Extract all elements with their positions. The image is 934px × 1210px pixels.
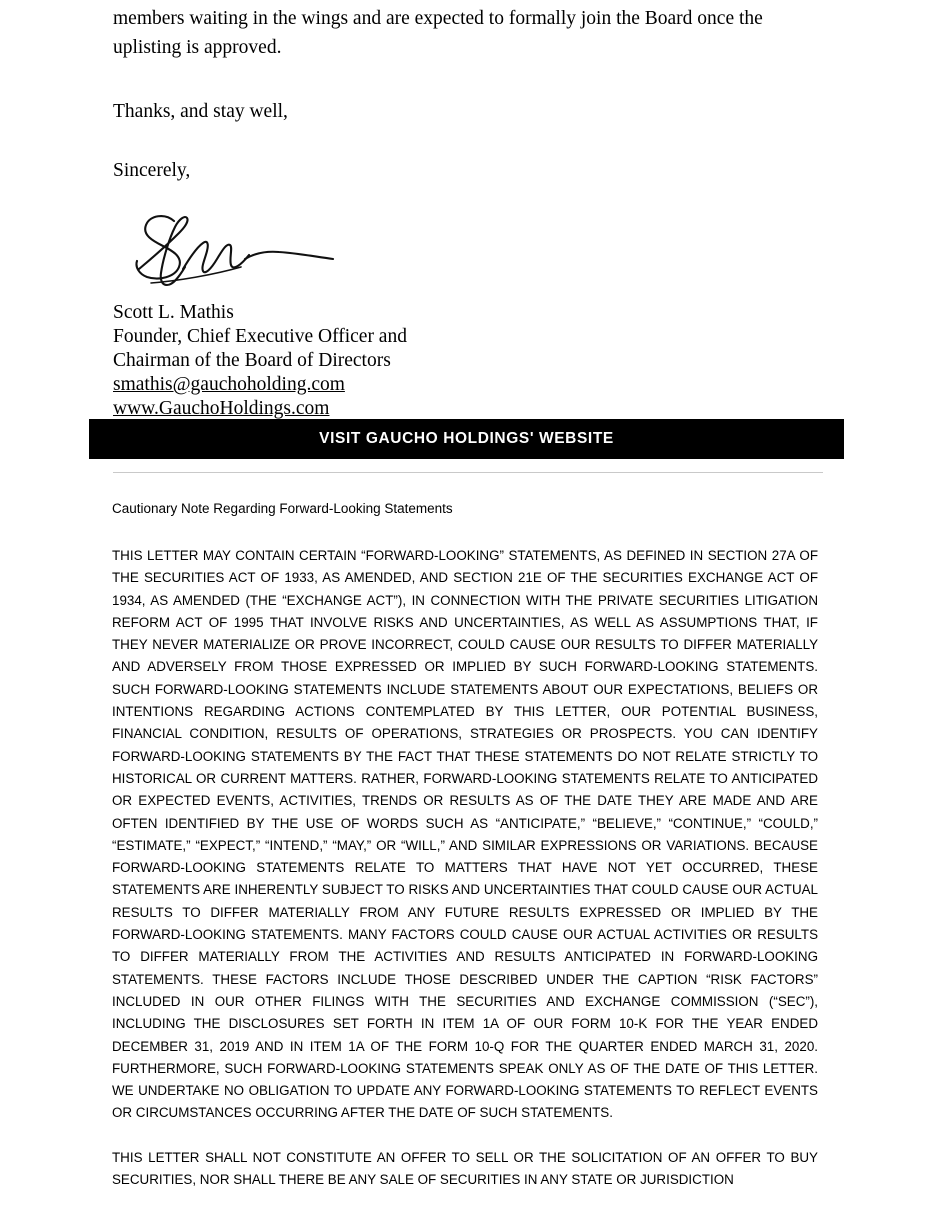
disclaimer-paragraph-2: THIS LETTER SHALL NOT CONSTITUTE AN OFFER TO SELL OR THE SOLICITATION OF AN OFFER TO BUY SECURITIES, NOR SHALL THERE BE ANY SALE OF SECURITIES IN ANY STATE OR JURISDICTION [112, 1149, 818, 1188]
signer-website-link[interactable]: www.GauchoHoldings.com [113, 398, 330, 419]
continued-paragraph: members waiting in the wings and are expected to formally join the Board once the uplisting is approved. [113, 8, 763, 58]
signer-title-line-2: Chairman of the Board of Directors [113, 350, 391, 371]
visit-website-button[interactable] [89, 419, 844, 459]
visit-website-button-label: VISIT GAUCHO HOLDINGS' WEBSITE [319, 430, 614, 447]
paragraph-spacer [113, 62, 823, 97]
closing-sincerely: Sincerely, [113, 160, 191, 181]
signature-image [117, 207, 823, 297]
disclaimer-paragraph-1: THIS LETTER MAY CONTAIN CERTAIN “FORWARD-LOOKING” STATEMENTS, AS DEFINED IN SECTION 27A OF THE SECURITIES ACT OF 1933, AS AMENDED, AND SECTION 21E OF THE SECURITIES EXCHANGE ACT OF 1934, AS AMENDED (THE “EXCHANGE ACT”), IN CONNECTION WITH THE PRIVATE SECURITIES LITIGATION REFORM ACT OF 1995 THAT INVOLVE RISKS AND UNCERTAINTIES, AS WELL AS ASSUMPTIONS THAT, IF THEY NEVER MATERIALIZE OR PROVE INCORRECT, COULD CAUSE OUR RESULTS TO DIFFER MATERIALLY AND ADVERSELY FROM THOSE EXPRESSED OR IMPLIED BY SUCH FORWARD-LOOKING STATEMENTS. SUCH FORWARD-LOOKING STATEMENTS INCLUDE STATEMENTS ABOUT OUR EXPECTATIONS, BELIEFS OR INTENTIONS REGARDING ACTIONS CONTEMPLATED BY THIS LETTER, OUR POTENTIAL BUSINESS, FINANCIAL CONDITION, RESULTS OF OPERATIONS, STRATEGIES OR PROSPECTS. YOU CAN IDENTIFY FORWARD-LOOKING STATEMENTS BY THE FACT THAT THESE STATEMENTS DO NOT RELATE STRICTLY TO HISTORICAL OR CURRENT MATTERS. RATHER, FORWARD-LOOKING STATEMENTS RELATE TO ANTICIPATED OR EXPECTED EVENTS, ACTIVITIES, TRENDS OR RESULTS AS OF THE DATE THEY ARE MADE AND ARE OFTEN IDENTIFIED BY THE USE OF WORDS SUCH AS “ANTICIPATE,” “BELIEVE,” “CONTINUE,” “COULD,” “ESTIMATE,” “EXPECT,” “INTEND,” “MAY,” OR “WILL,” AND SIMILAR EXPRESSIONS OR VARIATIONS. BECAUSE FORWARD-LOOKING STATEMENTS RELATE TO MATTERS THAT HAVE NOT YET OCCURRED, THESE STATEMENTS ARE INHERENTLY SUBJECT TO RISKS AND UNCERTAINTIES THAT COULD CAUSE OUR ACTUAL RESULTS TO DIFFER MATERIALLY FROM ANY FUTURE RESULTS EXPRESSED OR IMPLIED BY THE FORWARD-LOOKING STATEMENTS. MANY FACTORS COULD CAUSE OUR ACTUAL ACTIVITIES OR RESULTS TO DIFFER MATERIALLY FROM THE ACTIVITIES AND RESULTS ANTICIPATED IN FORWARD-LOOKING STATEMENTS. THESE FACTORS INCLUDE THOSE DESCRIBED UNDER THE CAPTION “RISK FACTORS” INCLUDED IN OUR OTHER FILINGS WITH THE SECURITIES AND EXCHANGE COMMISSION (“SEC”), INCLUDING THE DISCLOSURES SET FORTH IN ITEM 1A OF OUR FORM 10-K FOR THE YEAR ENDED DECEMBER 31, 2019 AND IN ITEM 1A OF THE FORM 10-Q FOR THE QUARTER ENDED MARCH 31, 2020. FURTHERMORE, SUCH FORWARD-LOOKING STATEMENTS SPEAK ONLY AS OF THE DATE OF THIS LETTER. WE UNDERTAKE NO OBLIGATION TO UPDATE ANY FORWARD-LOOKING STATEMENTS TO REFLECT EVENTS OR CIRCUMSTANCES OCCURRING AFTER THE DATE OF SUCH STATEMENTS. [112, 548, 818, 1121]
signer-email-link[interactable]: smathis@gauchoholding.com [113, 374, 345, 395]
closing-thanks: Thanks, and stay well, [113, 101, 288, 122]
closing-spacer [113, 126, 823, 156]
signer-block [113, 301, 823, 421]
letter-body [113, 0, 823, 421]
disclaimer-heading: Cautionary Note Regarding Forward-Looking Statements [112, 501, 453, 516]
signer-name: Scott L. Mathis [113, 302, 234, 323]
disclaimer-section [112, 499, 818, 1191]
signer-title-line-1: Founder, Chief Executive Officer and [113, 326, 407, 347]
section-divider [113, 472, 823, 473]
